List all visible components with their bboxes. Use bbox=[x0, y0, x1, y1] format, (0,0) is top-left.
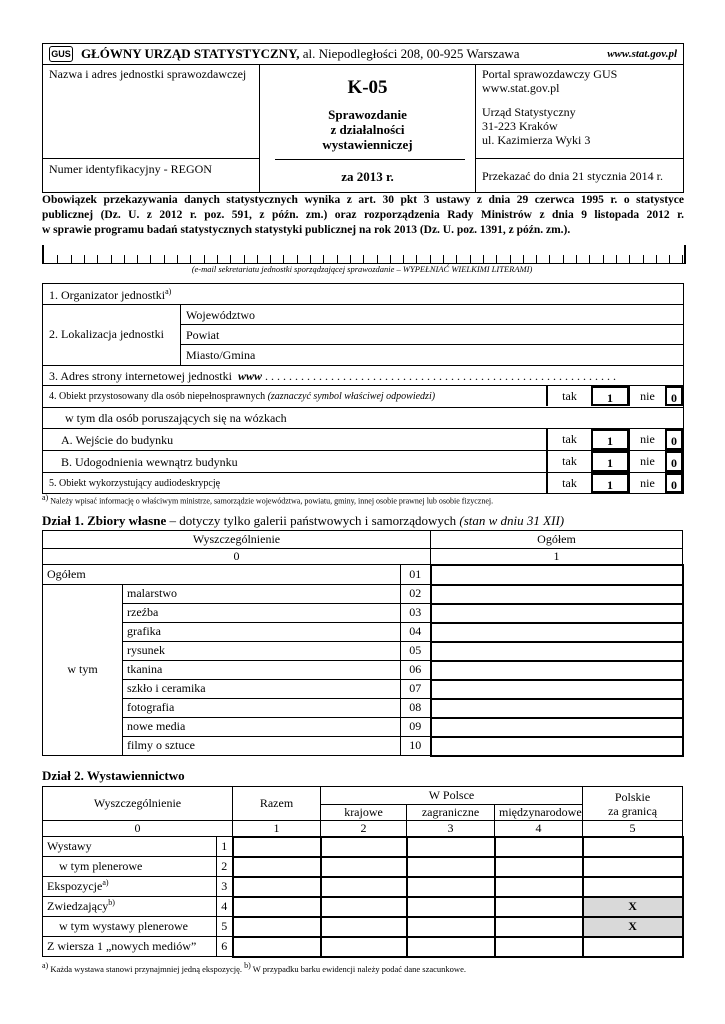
value-input[interactable] bbox=[407, 857, 495, 877]
row-number: 4 bbox=[217, 897, 233, 917]
office-name: GŁÓWNY URZĄD STATYSTYCZNY, bbox=[81, 46, 300, 61]
facilities-yes-label: tak bbox=[547, 451, 591, 472]
w-tym-label: w tym bbox=[43, 585, 123, 756]
accessibility-label: 4. Obiekt przystosowany dla osób niepełnosprawnych (zaznaczyć symbol właściwej odpowiedzi) bbox=[49, 391, 436, 402]
email-char-cell[interactable] bbox=[576, 255, 577, 263]
blocked-cell: X bbox=[583, 897, 683, 917]
email-char-cell[interactable] bbox=[470, 255, 471, 263]
email-char-cell[interactable] bbox=[496, 255, 497, 263]
email-char-cell[interactable] bbox=[71, 255, 72, 263]
value-input[interactable] bbox=[583, 937, 683, 957]
audiodescription-no-checkbox[interactable]: 0 bbox=[665, 473, 683, 493]
row-value-input[interactable] bbox=[431, 585, 683, 604]
row-label: tkanina bbox=[123, 661, 401, 680]
col-national: krajowe bbox=[321, 805, 407, 821]
website-field[interactable]: 3. Adres strony internetowej jednostki www . . . . . . . . . . . . . . . . . . . . . . . . . . . . . . . . . . . . . . . . . . . . . . . . . . . . . . . . . . . bbox=[43, 366, 683, 386]
email-char-cell[interactable] bbox=[523, 255, 524, 263]
value-input[interactable] bbox=[495, 837, 583, 857]
row-label: malarstwo bbox=[123, 585, 401, 604]
unit-name-box[interactable] bbox=[43, 64, 260, 159]
row-number: 09 bbox=[401, 718, 431, 737]
value-input[interactable] bbox=[495, 917, 583, 937]
email-char-cell[interactable] bbox=[337, 255, 338, 263]
email-char-cell[interactable] bbox=[510, 255, 511, 263]
row-label: w tym wystawy plenerowe bbox=[43, 917, 217, 937]
row-label: rzeźba bbox=[123, 604, 401, 623]
col-number: 2 bbox=[321, 821, 407, 837]
report-year: za 2013 r. bbox=[341, 169, 394, 184]
email-char-cell[interactable] bbox=[416, 255, 417, 263]
table-row bbox=[43, 937, 683, 957]
email-char-cell[interactable] bbox=[57, 255, 58, 263]
table-row bbox=[43, 897, 683, 917]
table-row bbox=[43, 623, 683, 642]
col-number: 3 bbox=[407, 821, 495, 837]
email-char-cell[interactable] bbox=[629, 255, 630, 263]
row-label: w tym plenerowe bbox=[43, 857, 217, 877]
row-number: 08 bbox=[401, 699, 431, 718]
section-2-footnote: $^{a)}$ Każda wystawa stanowi przynajmniej jedną ekspozycję. $^{b)}$ W przypadku barku ewidencji należy podać dane szacunkowe. bbox=[42, 961, 466, 974]
title-divider bbox=[275, 159, 465, 160]
section-2-title: Dział 2. Wystawiennictwo bbox=[42, 768, 185, 783]
recipient-city: 31-223 Kraków bbox=[482, 119, 558, 133]
value-input[interactable] bbox=[233, 937, 321, 957]
row-number: 03 bbox=[401, 604, 431, 623]
row-number: 6 bbox=[217, 937, 233, 957]
row-label: grafika bbox=[123, 623, 401, 642]
table-row bbox=[43, 661, 683, 680]
email-caption: (e-mail sekretariatu jednostki sporządzającej sprawozdanie – WYPEŁNIAĆ WIELKIMI LITERAMI) bbox=[191, 264, 533, 274]
audiodescription-yes-checkbox[interactable]: 1 bbox=[591, 473, 629, 493]
email-char-cell[interactable] bbox=[177, 255, 178, 263]
col-number: 0 bbox=[43, 821, 233, 837]
website-link[interactable]: www.stat.gov.pl bbox=[607, 48, 677, 60]
row-label: Wystawy bbox=[43, 837, 217, 857]
col-header-label: Wyszczególnienie bbox=[43, 531, 431, 549]
col-abroad: Polskie za granicą bbox=[583, 787, 683, 821]
facilities-no-label: nie bbox=[629, 451, 665, 472]
email-char-cell[interactable] bbox=[443, 255, 444, 263]
email-char-cell[interactable] bbox=[257, 255, 258, 263]
row-number: 3 bbox=[217, 877, 233, 897]
email-char-cell[interactable] bbox=[430, 255, 431, 263]
row-label: filmy o sztuce bbox=[123, 737, 401, 756]
row-label: nowe media bbox=[123, 718, 401, 737]
value-input[interactable] bbox=[233, 877, 321, 897]
form-code: K-05 bbox=[347, 77, 388, 98]
row-number: 5 bbox=[217, 917, 233, 937]
value-input[interactable] bbox=[407, 917, 495, 937]
total-row-label: Ogółem bbox=[43, 565, 401, 585]
section-2-table bbox=[42, 786, 684, 958]
form-header bbox=[42, 43, 684, 193]
entrance-no-checkbox[interactable]: 0 bbox=[665, 429, 683, 450]
row-value-input[interactable] bbox=[431, 623, 683, 642]
col-label: Wyszczególnienie bbox=[43, 787, 233, 821]
value-input[interactable] bbox=[321, 897, 407, 917]
recipient-office: Urząd Statystyczny bbox=[482, 105, 576, 119]
email-char-cell[interactable] bbox=[283, 255, 284, 263]
municipality-field[interactable]: Miasto/Gmina bbox=[181, 345, 683, 366]
organizer-label: 1. Organizator jednostki$^{a)}$ bbox=[49, 287, 172, 302]
email-char-cell[interactable] bbox=[549, 255, 550, 263]
row-value-input[interactable] bbox=[431, 604, 683, 623]
facilities-no-checkbox[interactable]: 0 bbox=[665, 451, 683, 472]
email-char-cell[interactable] bbox=[230, 255, 231, 263]
value-input[interactable] bbox=[321, 837, 407, 857]
col-number: 4 bbox=[495, 821, 583, 837]
email-char-cell[interactable] bbox=[244, 255, 245, 263]
value-input[interactable] bbox=[321, 917, 407, 937]
value-input[interactable] bbox=[495, 937, 583, 957]
email-char-cell[interactable] bbox=[669, 255, 670, 263]
value-input[interactable] bbox=[321, 857, 407, 877]
email-char-cell[interactable] bbox=[403, 255, 404, 263]
accessibility-yes-label: tak bbox=[547, 386, 591, 406]
section-1-title: Dział 1. Zbiory własne – dotyczy tylko galerii państwowych i samorządowych (stan w dniu 31 XII) bbox=[42, 513, 565, 528]
portal-url[interactable]: www.stat.gov.pl bbox=[482, 81, 560, 95]
row-label: szkło i ceramika bbox=[123, 680, 401, 699]
row-number: 05 bbox=[401, 642, 431, 661]
row-number: 06 bbox=[401, 661, 431, 680]
col-foreign: zagraniczne bbox=[407, 805, 495, 821]
unit-name-label: Nazwa i adres jednostki sprawozdawczej bbox=[49, 67, 247, 81]
row-number: 10 bbox=[401, 737, 431, 756]
col-header-total: Ogółem bbox=[431, 531, 683, 549]
email-char-cell[interactable] bbox=[204, 255, 205, 263]
value-input[interactable] bbox=[407, 877, 495, 897]
value-input[interactable] bbox=[495, 897, 583, 917]
email-char-cell[interactable] bbox=[310, 255, 311, 263]
value-input[interactable] bbox=[407, 897, 495, 917]
col-in-poland: W Polsce bbox=[321, 787, 583, 805]
row-label: rysunek bbox=[123, 642, 401, 661]
email-char-cell[interactable] bbox=[363, 255, 364, 263]
recipient-box bbox=[475, 64, 684, 159]
audiodescription-yes-label: tak bbox=[547, 473, 591, 493]
email-char-cell[interactable] bbox=[483, 255, 484, 263]
entrance-no-label: nie bbox=[629, 429, 665, 450]
entrance-yes-label: tak bbox=[547, 429, 591, 450]
header-top-bar bbox=[43, 44, 683, 65]
entrance-yes-checkbox[interactable]: 1 bbox=[591, 429, 629, 450]
table-row bbox=[43, 737, 683, 756]
value-input[interactable] bbox=[495, 857, 583, 877]
email-char-cell[interactable] bbox=[390, 255, 391, 263]
table-row bbox=[43, 585, 683, 604]
email-char-cell[interactable] bbox=[111, 255, 112, 263]
total-collection-input[interactable] bbox=[431, 565, 683, 585]
office-address: al. Niepodległości 208, 00-925 Warszawa bbox=[299, 46, 520, 61]
facilities-label: B. Udogodnienia wewnątrz budynku bbox=[61, 455, 238, 469]
row-value-input[interactable] bbox=[431, 699, 683, 718]
email-char-cell[interactable] bbox=[164, 255, 165, 263]
entrance-label: A. Wejście do budynku bbox=[61, 433, 174, 447]
table-row bbox=[43, 699, 683, 718]
accessibility-no-checkbox[interactable]: 0 bbox=[665, 386, 683, 406]
unit-info-table bbox=[42, 283, 684, 494]
row-value-input[interactable] bbox=[431, 642, 683, 661]
email-char-cell[interactable] bbox=[643, 255, 644, 263]
regon-box[interactable] bbox=[43, 159, 260, 192]
email-char-cell[interactable] bbox=[270, 255, 271, 263]
row-value-input[interactable] bbox=[431, 718, 683, 737]
gus-logo: GUS bbox=[49, 46, 73, 62]
email-char-cell[interactable] bbox=[350, 255, 351, 263]
table-row bbox=[43, 837, 683, 857]
value-input[interactable] bbox=[583, 857, 683, 877]
deadline-text: Przekazać do dnia 21 stycznia 2014 r. bbox=[482, 169, 663, 183]
wheelchair-label: w tym dla osób poruszających się na wózkach bbox=[65, 411, 287, 425]
email-char-cell[interactable] bbox=[323, 255, 324, 263]
email-char-cell[interactable] bbox=[563, 255, 564, 263]
email-char-cell[interactable] bbox=[603, 255, 604, 263]
row-number: 02 bbox=[401, 585, 431, 604]
email-char-cell[interactable] bbox=[84, 255, 85, 263]
location-label: 2. Lokalizacja jednostki bbox=[49, 327, 164, 341]
email-char-cell[interactable] bbox=[536, 255, 537, 263]
col-number: 1 bbox=[233, 821, 321, 837]
email-char-cell[interactable] bbox=[682, 255, 683, 263]
county-field[interactable]: Powiat bbox=[181, 325, 683, 345]
legal-basis: Obowiązek przekazywania danych statystycznych wynika z art. 30 pkt 3 ustawy z dnia 29 czerwca 1995 r. o statystyce publicznej (Dz. U. z 2012 r. poz. 591, z późn. zm.) oraz rozporządzenia Rady Ministrów z dnia 9 listopada 2012 r. w sprawie programu badań statystycznych statystyki publicznej na rok 2013 (Dz. U. poz. 1391, z późn. zm.). bbox=[42, 194, 684, 236]
value-input[interactable] bbox=[407, 937, 495, 957]
table-row bbox=[43, 877, 683, 897]
regon-label: Numer identyfikacyjny - REGON bbox=[49, 162, 212, 176]
blocked-cell: X bbox=[583, 917, 683, 937]
value-input[interactable] bbox=[233, 857, 321, 877]
row-value-input[interactable] bbox=[431, 737, 683, 756]
email-char-cell[interactable] bbox=[589, 255, 590, 263]
email-input-row[interactable] bbox=[42, 245, 686, 264]
row-number: 07 bbox=[401, 680, 431, 699]
row-label: Ekspozycje$^{a)}$ bbox=[43, 877, 217, 897]
row-label: Zwiedzający$^{b)}$ bbox=[43, 897, 217, 917]
value-input[interactable] bbox=[321, 937, 407, 957]
email-char-cell[interactable] bbox=[124, 255, 125, 263]
table-row bbox=[43, 857, 683, 877]
row-number: 2 bbox=[217, 857, 233, 877]
accessibility-no-label: nie bbox=[629, 386, 665, 406]
col-total: Razem bbox=[233, 787, 321, 821]
value-input[interactable] bbox=[583, 877, 683, 897]
table-row bbox=[43, 680, 683, 699]
facilities-yes-checkbox[interactable]: 1 bbox=[591, 451, 629, 472]
value-input[interactable] bbox=[233, 837, 321, 857]
value-input[interactable] bbox=[583, 837, 683, 857]
accessibility-yes-checkbox[interactable]: 1 bbox=[591, 386, 629, 406]
value-input[interactable] bbox=[495, 877, 583, 897]
col-number: 5 bbox=[583, 821, 683, 837]
email-char-cell[interactable] bbox=[190, 255, 191, 263]
value-input[interactable] bbox=[407, 837, 495, 857]
col-international: międzynarodowe bbox=[495, 805, 583, 821]
email-char-cell[interactable] bbox=[217, 255, 218, 263]
email-char-cell[interactable] bbox=[97, 255, 98, 263]
section-1-table: Wyszczególnienie Ogółem 0 1 Ogółem 01 w tym malarstwo 02 rzeźba 03 grafika 04 rysunek 05 tkanina 06 szkło i ceramika 07 fotografia 08 nowe media 09 filmy o sztuce 10 bbox=[42, 530, 684, 757]
email-char-cell[interactable] bbox=[297, 255, 298, 263]
form-title: Sprawozdanie z działalności wystawienniczej bbox=[322, 107, 413, 152]
row-number: 1 bbox=[217, 837, 233, 857]
email-char-cell[interactable] bbox=[616, 255, 617, 263]
email-char-cell[interactable] bbox=[377, 255, 378, 263]
deadline-box bbox=[475, 159, 684, 192]
email-char-cell[interactable] bbox=[137, 255, 138, 263]
table-row bbox=[43, 917, 683, 937]
email-char-cell[interactable] bbox=[150, 255, 151, 263]
audiodescription-no-label: nie bbox=[629, 473, 665, 493]
row-label: fotografia bbox=[123, 699, 401, 718]
recipient-street: ul. Kazimierza Wyki 3 bbox=[482, 133, 591, 147]
voivodeship-field[interactable]: Województwo bbox=[181, 305, 683, 325]
row-label: Z wiersza 1 „nowych mediów” bbox=[43, 937, 217, 957]
table-row bbox=[43, 604, 683, 623]
value-input[interactable] bbox=[233, 917, 321, 937]
value-input[interactable] bbox=[321, 877, 407, 897]
email-char-cell[interactable] bbox=[656, 255, 657, 263]
row-value-input[interactable] bbox=[431, 661, 683, 680]
info-footnote: $^{a)}$ Należy wpisać informację o właściwym ministrze, samorządzie województwa, powiatu, gminy, innej osobie prawnej lub osobie fizycznej. bbox=[42, 493, 494, 506]
portal-name: Portal sprawozdawczy GUS bbox=[482, 67, 618, 81]
row-number: 04 bbox=[401, 623, 431, 642]
audiodescription-label: 5. Obiekt wykorzystujący audiodeskrypcję bbox=[49, 478, 221, 489]
value-input[interactable] bbox=[233, 897, 321, 917]
table-row bbox=[43, 642, 683, 661]
email-char-cell[interactable] bbox=[456, 255, 457, 263]
table-row bbox=[43, 718, 683, 737]
row-value-input[interactable] bbox=[431, 680, 683, 699]
